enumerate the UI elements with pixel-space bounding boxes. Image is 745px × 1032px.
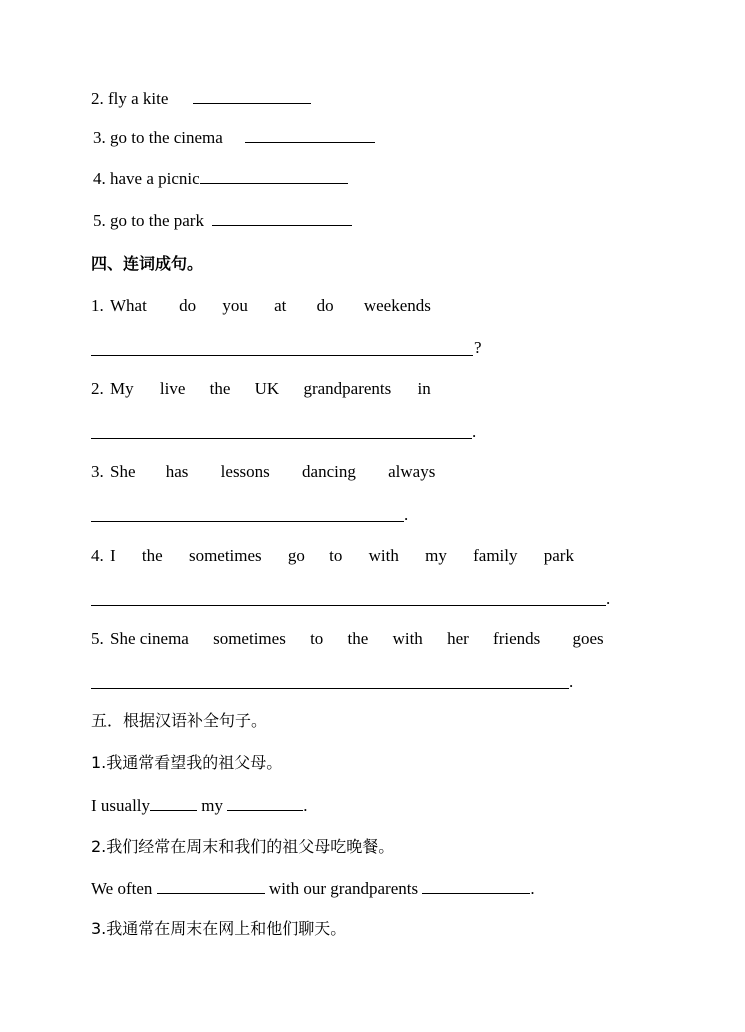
word: to [329, 546, 343, 565]
end-punctuation: . [569, 672, 574, 691]
item-cinema [93, 127, 375, 148]
word: to [310, 629, 324, 648]
sentence-mid: my [201, 796, 224, 815]
item-park [93, 210, 352, 231]
word: goes [572, 629, 604, 648]
item-fly-kite [91, 88, 311, 109]
answer-blank[interactable] [422, 878, 530, 894]
sentence-end: . [303, 796, 308, 815]
end-punctuation: . [606, 589, 611, 608]
word: the [209, 379, 231, 398]
end-punctuation: . [472, 422, 477, 441]
word: I [110, 546, 116, 565]
word: you [222, 296, 248, 315]
word: weekends [363, 296, 431, 315]
word: with [392, 629, 423, 648]
word: do [316, 296, 334, 315]
en-sentence-1 [91, 795, 308, 816]
end-punctuation: ? [474, 338, 482, 357]
word: the [141, 546, 163, 565]
word: at [274, 296, 287, 315]
word: What [110, 296, 147, 315]
answer-blank[interactable] [200, 168, 348, 184]
word: the [347, 629, 369, 648]
cn-sentence-3: 3.我通常在周末在网上和他们聊天。 [91, 919, 347, 938]
question-number: 4. [91, 546, 104, 565]
question-number: 2. [91, 379, 104, 398]
answer-blank[interactable] [245, 127, 375, 143]
sentence-end: . [530, 879, 535, 898]
reorder-question-4 [91, 546, 574, 566]
reorder-question-3 [91, 462, 435, 482]
reorder-question-2 [91, 379, 431, 399]
question-number: 5. [91, 629, 104, 648]
answer-line-1[interactable] [91, 354, 473, 356]
word: in [417, 379, 431, 398]
word: sometimes [188, 546, 262, 565]
word: She [110, 462, 136, 481]
en-sentence-2 [91, 878, 535, 899]
word: grandparents [303, 379, 392, 398]
word: She cinema [110, 629, 189, 648]
word: family [473, 546, 518, 565]
answer-line-2[interactable] [91, 437, 472, 439]
end-punctuation: . [404, 505, 409, 524]
answer-blank[interactable] [227, 795, 303, 811]
sentence-start: We often [91, 879, 153, 898]
answer-blank[interactable] [150, 795, 197, 811]
answer-line-5[interactable] [91, 687, 569, 689]
word: my [425, 546, 447, 565]
reorder-question-1 [91, 296, 431, 316]
sentence-start: I usually [91, 796, 151, 815]
item-text: 3. go to the cinema [93, 128, 223, 147]
section5-heading: 五．根据汉语补全句子。 [91, 711, 268, 730]
question-number: 1. [91, 296, 104, 315]
answer-line-4[interactable] [91, 604, 606, 606]
answer-blank[interactable] [193, 88, 311, 104]
word: live [159, 379, 186, 398]
item-picnic [93, 168, 348, 189]
reorder-question-5 [91, 629, 604, 649]
word: dancing [302, 462, 356, 481]
word: UK [254, 379, 280, 398]
sentence-mid: with our grandparents [268, 879, 419, 898]
section4-heading: 四、连词成句。 [91, 254, 204, 273]
word: always [388, 462, 436, 481]
word: has [165, 462, 189, 481]
question-number: 3. [91, 462, 104, 481]
word: park [543, 546, 574, 565]
answer-blank[interactable] [212, 210, 352, 226]
cn-sentence-1: 1.我通常看望我的祖父母。 [91, 753, 283, 772]
item-text: 5. go to the park [93, 211, 204, 230]
word: sometimes [213, 629, 286, 648]
answer-line-3[interactable] [91, 520, 404, 522]
item-text: 2. fly a kite [91, 89, 169, 108]
word: friends [493, 629, 541, 648]
word: her [447, 629, 469, 648]
answer-blank[interactable] [157, 878, 265, 894]
word: with [368, 546, 399, 565]
word: do [179, 296, 197, 315]
word: go [287, 546, 305, 565]
item-text: 4. have a picnic [93, 169, 200, 188]
word: My [110, 379, 134, 398]
cn-sentence-2: 2.我们经常在周末和我们的祖父母吃晚餐。 [91, 837, 395, 856]
word: lessons [220, 462, 270, 481]
